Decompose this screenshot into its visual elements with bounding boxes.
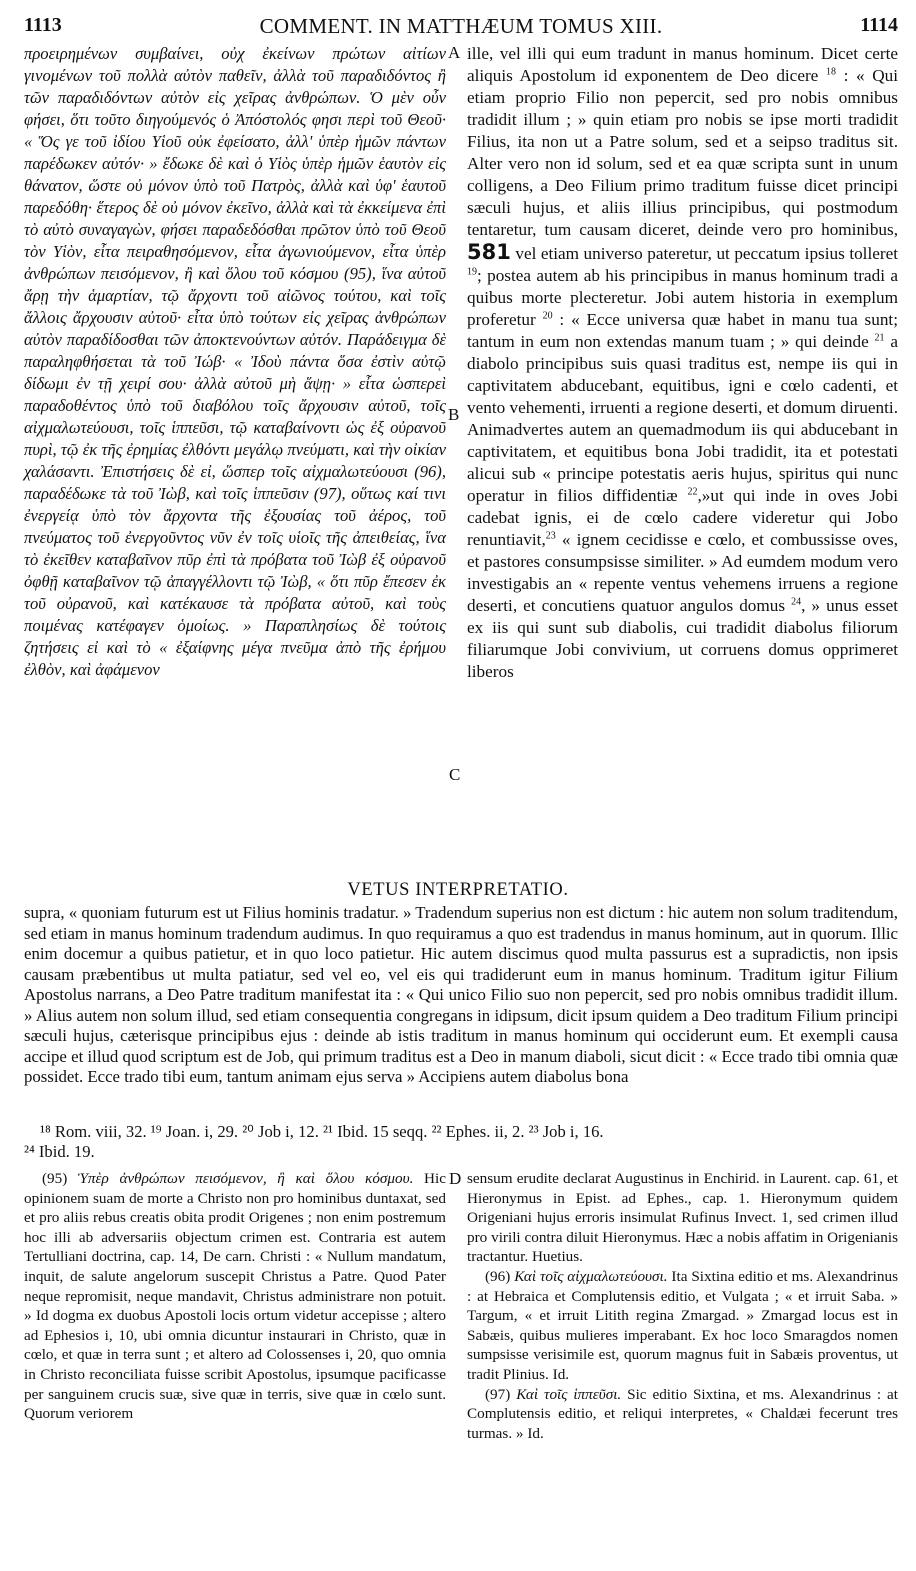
left-column-number: 1113 — [24, 14, 62, 36]
page-header — [24, 12, 898, 40]
vetus-paragraph: supra, « quoniam futurum est ut Filius hominis tradatur. » Tradendum superius non est dictum : hic autem non solum traditendum, sed etiam in manus hominum tradendum audimus. In quo requiramus a quo est tradendus in manus hominum, aut in quorum. Illic enim docemur a quibus patietur, et in quo loco patietur. Hic autem discimus quod multa passurus est a supradictis, non ipsis causam præbentibus ut multa patiatur, sed vel eo, vel eis qui tradiderunt eum in manus hominum. Traditum igitur Filium Apostolus narrans, a Deo Patre traditum manifestat ita : « Qui unico Filio suo non pepercit, sed pro nobis omnibus tradidit illum. » Alius autem non solum illud, sed etiam consequentia congregans in idipsum, dicit ipsum quidem a Deo traditum Filium principi sæculi hujus, cæterisque principibus ejus : deinde ab istis traditum in manus hominum qui occiderunt eum. Et exempli causa accipe et illud quod scriptum est de Job, qui primum traditus est a Deo in manum diaboli, sicut dicit : « Ecce trado tibi omnia quæ possidet. Ecce trado tibi eum, tantum animam ejus serva » Accipiens autem diabolus bona — [24, 903, 898, 1086]
note-95: (95) Ὑπὲρ ἀνθρώπων πεισόμενον, ἢ καὶ ὅλου κόσμου. Hic opinionem suam de morte a Christo non pro hominibus duntaxat, sed et pro aliis rebus creatis obita prodit Origenes ; non enim postremum hoc illi ab adversariis objectum crimen est. Contraria est autem Tertulliani doctrina, cap. 14, De carn. Christi : « Nullum mandatum, inquit, de salute angelorum suscepit Christus a Patre. Quod Pater neque repromisit, neque mandavit, Christus administrare non potuit. » Id dogma ex duobus Apostoli locis ortum videtur accepisse ; altero ad Ephesios i, 10, ubi omnia dicuntur instaurari in Christo, quæ in cœlo, et quæ in terra sunt ; et altero ad Colossenses i, 20, quo omnia in Christo reconciliata fuisse scribit Apostolus, ipsumque pacificasse per sanguinem crucis suæ, sive quæ in terris, sive quæ in cœlo sunt. Quorum veriorem — [24, 1170, 446, 1423]
note-96: (96) Καὶ τοῖς αἰχμαλωτεύουσι. Ita Sixtina editio et ms. Alexandrinus : at Hebraica et Complutensis editio, et Vulgata ; « et irruit Saba. » Targum, « et irruit Litith regina Zmargad. » Zmargad locus est in Sabæis, quibus mulieres imperabant. Ex hoc loco Smaragdos nomen sumpsisse verisimile est, quorum magnus fuit in Sabæis proventus, ut tradit Plinius. Id. — [467, 1267, 899, 1383]
margin-letter-b: B — [448, 405, 460, 424]
footnote-ref: 20 — [542, 310, 553, 322]
margin-letter-c: C — [449, 765, 461, 784]
section-title: VETUS INTERPRETATIO. — [347, 880, 569, 900]
column-marker: 581 — [467, 240, 511, 264]
references-line: ¹⁸ Rom. viii, 32. ¹⁹ Joan. i, 29. ²⁰ Job i, 12. ²¹ Ibid. 15 seqq. ²² Ephes. ii, 2. ²³ Job i, 16. — [40, 1122, 604, 1141]
footnote-ref: 23 — [545, 530, 556, 542]
footnote-ref: 21 — [874, 332, 885, 344]
latin-text-column — [467, 43, 898, 683]
notes-right-column — [467, 1169, 898, 1443]
right-column-number: 1114 — [860, 14, 898, 36]
greek-paragraph: προειρημένων συμβαίνει, οὐχ ἐκείνων πρώτων αἰτίων γινομένων τοῦ πολλὰ αὐτὸν παθεῖν, ἀλλὰ τοῦ παραδιδόντος ἢ τῶν παραδιδόντων αὐτὸν εἰς χεῖρας ἀνθρώπων. Ὁ μὲν οὖν φήσει, ὅτι τοῦτο διηγούμενός ὁ Ἀπόστολός φησι περὶ τοῦ Θεοῦ· « Ὅς γε τοῦ ἰδίου Υἱοῦ οὐκ ἐφείσατο, ἀλλ' ὑπὲρ ἡμῶν πάντων παρέδωκεν αὐτόν· » ἔδωκε δὲ καὶ ὁ Υἱὸς ὑπὲρ ἡμῶν ἑαυτὸν εἰς θάνατον, ὥστε οὐ μόνον ὑπὸ τοῦ Πατρὸς, ἀλλὰ καὶ ὑφ' ἑαυτοῦ παρεδόθη· ἕτερος δὲ οὐ μόνον ἐκεῖνο, ἀλλὰ καὶ τὰ ἐκκείμενα ἐπὶ τὸ αὐτὸ συναγαγὼν, φήσει παραδεδόσθαι πρῶτον ὑπὸ τοῦ Θεοῦ τὸν Υἱὸν, εἶτα πειραθησόμενον, εἶτα ἀγωνιούμενον, εἶτα ὑπὲρ ἀνθρώπων πεισόμενον, ἢ καὶ ὅλου τοῦ κόσμου (95), ἵνα αὐτοῦ ἄρῃ τὴν ἁμαρτίαν, τῷ ἄρχοντι τοῦ αἰῶνος τούτου, καὶ τοῖς ἄλλοις ἄρχουσιν αὐτοῦ· εἶτα ὑπὸ τούτων εἰς χεῖρας ἀνθρώπων αὐτὸν παραδίδοσθαι τῶν ἀποκτενούντων αὐτόν. Παράδειγμα δὲ παραληφθήσεται τὰ τοῦ Ἰώβ· « Ἰδοὺ πάντα ὅσα ἐστὶν αὐτῷ δίδωμι ἐν τῇ χειρί σου· ἀλλὰ αὐτοῦ μὴ ἅψῃ· » εἶτα ὡσπερεὶ παραδοθέντος ὑπὸ τοῦ διαβόλου τοῖς ἄρχουσιν αὐτοῦ, τοῖς αἰχμαλωτεύουσι, τοῖς ἱππεῦσι, τῷ καταβαίνοντι ὡς ἐξ οὐρανοῦ πυρὶ, τῷ ἐκ τῆς ἐρημίας ἐλθόντι μεγάλῳ πνεύματι, καὶ τὴν οἰκίαν χαλάσαντι. Ἐπιστήσεις δὲ εἰ, ὥσπερ τοῖς αἰχμαλωτεύουσι (96), παραδέδωκε τὰ τοῦ Ἰὼβ, καὶ τοῖς ἱππεῦσιν (97), οὕτως καί τινι ἐνεργείᾳ ὑπὸ τὸν ἄρχοντα τῆς ἐξουσίας τοῦ ἀέρος, τοῦ πνεύματος τοῦ ἐνεργοῦντος νῦν ἐν τοῖς υἱοῖς τῆς ἀπειθείας, ἵνα τὸ ἐκεῖθεν καταβαῖνον πῦρ ἐπὶ τὰ πρόβατα τοῦ Ἰὼβ ἐξ οὐρανοῦ ὀφθῇ καταβαῖνον τῷ ἀπαγγέλλοντι τῷ Ἰὼβ, « ὅτι πῦρ ἔπεσεν ἐκ τοῦ οὐρανοῦ, καὶ κατέκαυσε τὰ πρόβατα αὐτοῦ, καὶ τοὺς ποιμένας κατέφαγεν ὁμοίως. » Παραπλησίως δὲ τούτοις ζητήσεις εἰ καὶ τὸ « ἐξαίφνης μέγα πνεῦμα ἀπὸ τῆς ἐρήμου ἐλθὸν, καὶ ἀφάμενον — [24, 44, 446, 679]
note-97: (97) Καὶ τοῖς ἱππεῦσι. Sic editio Sixtina, et ms. Alexandrinus : at Complutensis editio, et reliqui interpretes, « Chaldæi fecerunt tres turmas. » Id. — [467, 1385, 898, 1442]
note-continuation: sensum erudite declarat Augustinus in Enchirid. in Laurent. cap. 61, et Hieronymus in Epist. ad Ephes., cap. 1. Hieronymum quidem Origeniani hujus erroris insimulat Rufinus Invect. 1, sed crimen illud pro virili contra diluit Hieronymus. Hæc a nobis affatim in Origenianis tractantur. Huetius. — [467, 1170, 898, 1266]
footnote-ref: 18 — [825, 66, 836, 78]
notes-left-column — [24, 1169, 446, 1424]
margin-letter-a: A — [448, 43, 461, 62]
footnote-ref: 19 — [467, 266, 477, 278]
running-title: COMMENT. IN MATTHÆUM TOMUS XIII. — [259, 14, 663, 38]
references-line: ²⁴ Ibid. 19. — [24, 1142, 95, 1161]
greek-text-column — [24, 43, 446, 681]
footnote-ref: 24 — [791, 596, 802, 608]
scripture-references — [24, 1122, 898, 1162]
latin-paragraph: ille, vel illi qui eum tradunt in manus hominum. Dicet certe aliquis Apostolum id exponentem de Deo dicere $^{18}$ : « Qui etiam proprio Filio non pepercit, sed pro nobis omnibus tradidit illum ; » quin etiam pro nobis se ipse morti tradidit Filius, ita non ut a Patre solum, sed et a seipso traditus sit. Alter vero non id solum, sed et ea quæ scripta sunt in unum colligens, a Deo Filium primo traditum fuisse dicet principi sæculi hujus, et aliis illius principibus, qui postmodum tentaretur, tum causam diceret, deinde vero pro hominibus, 581 vel etiam universo pateretur, ut peccatum ipsius tolleret $^{19}$; postea autem ab his principibus in manus hominum tradi a quibus morte plecteretur. Jobi autem historia in exemplum proferetur $^{20}$ : « Ecce universa quæ habet in manu tua sunt; tantum in eum non extendas manum tuam ; » qui deinde $^{21}$ a diabolo principibus suis quasi traditus est, nempe iis qui in captivitatem abducebant, equitibus, igni e cœlo cadenti, et vento vehementi, irruenti a regione deserti, et domum diruenti. Animadvertes autem an quemadmodum iis qui abducebant in captivitatem, et equitibus bona Jobi tradidit, ita et potestati alicui sub « principe potestatis aeris hujus, spiritus qui nunc operatur in filios diffidentiæ $^{22}$,»ut qui inde in oves Jobi cadebat ignis, ei de cœlo cadere videretur qui Jobo renuntiavit,$^{23}$ « ignem cecidisse e cœlo, et combussisse oves, et pastores consumpsisse similiter. » Ad eumdem modum vero investigabis an « repente ventus vehemens irruens a regione deserti, et concutiens quatuor angulos domus $^{24}$, » unus esset ex iis qui sunt sub diabolis, cui tradidit diabolus filiorum filiarumque Jobi convivium, ut corruens domus opprimeret liberos — [467, 44, 899, 681]
margin-letter-d: D — [449, 1169, 462, 1188]
vetus-interpretatio-text — [24, 903, 898, 1088]
footnote-ref: 22 — [687, 486, 698, 498]
